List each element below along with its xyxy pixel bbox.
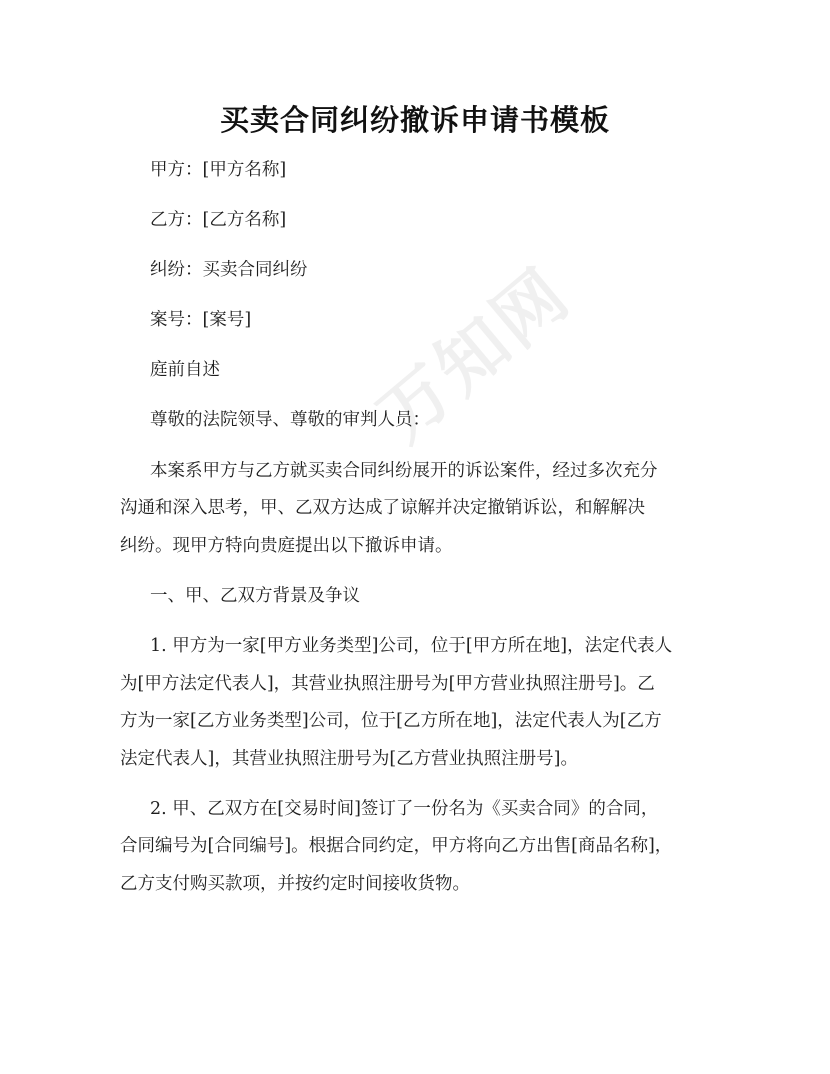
para-2-line-1: 2. 甲、乙双方在[交易时间]签订了一份名为《买卖合同》的合同， — [150, 799, 659, 819]
watermark: 万知网 — [363, 251, 586, 458]
para-2-line-2: 合同编号为[合同编号]。根据合同约定，甲方将向乙方出售[商品名称]， — [120, 836, 673, 856]
salutation: 尊敬的法院领导、尊敬的审判人员： — [150, 410, 430, 430]
section-1-heading: 一、甲、乙双方背景及争议 — [150, 586, 360, 606]
intro-line-1: 本案系甲方与乙方就买卖合同纠纷展开的诉讼案件，经过多次充分 — [150, 461, 658, 481]
party-b-line: 乙方：[乙方名称] — [150, 210, 287, 230]
case-number-line: 案号：[案号] — [150, 310, 252, 330]
party-a-line: 甲方：[甲方名称] — [150, 160, 287, 180]
intro-line-3: 纠纷。现甲方特向贵庭提出以下撤诉申请。 — [120, 536, 453, 556]
document-title: 买卖合同纠纷撤诉申请书模板 — [219, 103, 610, 137]
para-1-line-2: 为[甲方法定代表人]，其营业执照注册号为[甲方营业执照注册号]。乙 — [120, 674, 655, 694]
para-1-line-4: 法定代表人]，其营业执照注册号为[乙方营业执照注册号]。 — [120, 749, 578, 769]
statement-heading: 庭前自述 — [150, 360, 220, 380]
intro-line-2: 沟通和深入思考，甲、乙双方达成了谅解并决定撤销诉讼，和解解决 — [120, 498, 645, 518]
dispute-line: 纠纷：买卖合同纠纷 — [150, 260, 308, 280]
para-1-line-3: 方为一家[乙方业务类型]公司，位于[乙方所在地]，法定代表人为[乙方 — [120, 711, 662, 731]
para-1-line-1: 1. 甲方为一家[甲方业务类型]公司，位于[甲方所在地]，法定代表人 — [150, 636, 673, 656]
para-2-line-3: 乙方支付购买款项，并按约定时间接收货物。 — [120, 874, 470, 894]
